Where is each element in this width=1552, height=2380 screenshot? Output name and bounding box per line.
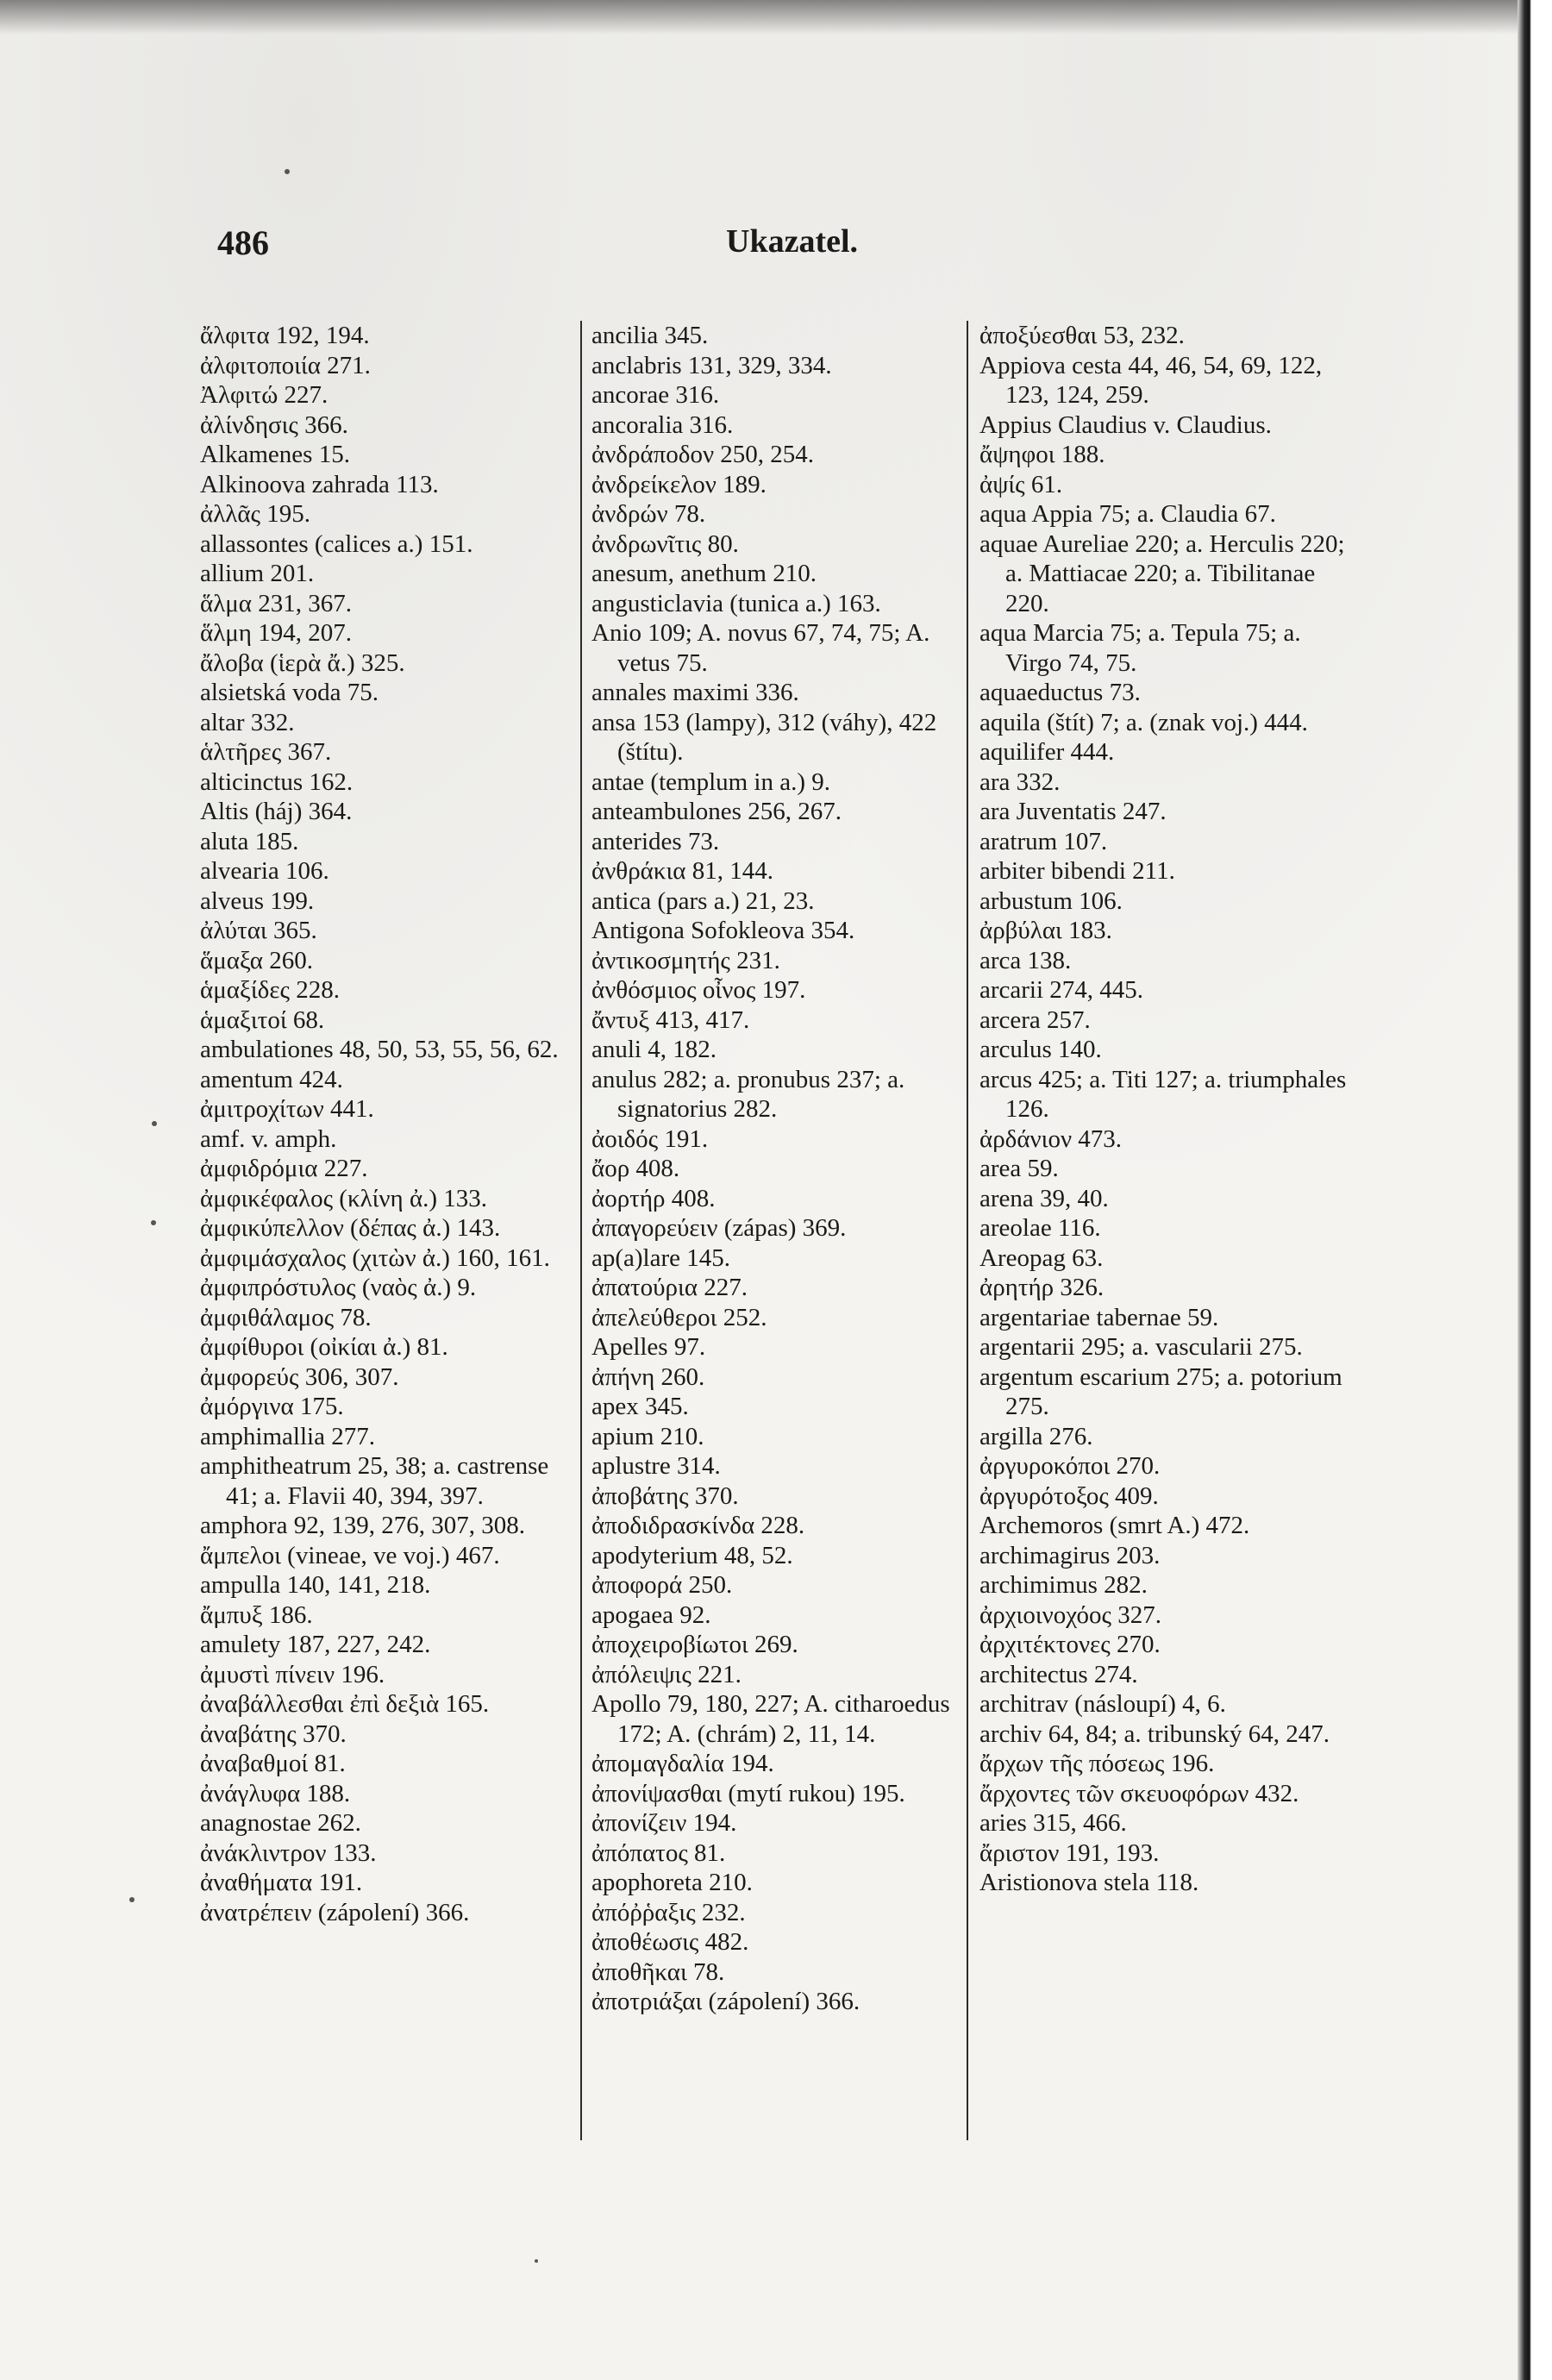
index-entry: ἀνάκλιντρον 133. [200,1838,377,1867]
index-entry: ἀναβάτης 370. [200,1719,347,1748]
index-entry: ἀνδρείκελον 189. [591,470,767,498]
index-entry: ἀνθράκια 81, 144. [591,857,773,885]
index-entry: ἄλφιτα 192, 194. [200,322,370,349]
index-entry: ara Juventatis 247. [979,798,1167,825]
index-entry: anclabris 131, 329, 334. [591,351,832,379]
index-entry: anteambulones 256, 267. [591,798,842,825]
index-entry: ἄντυξ 413, 417. [591,1005,750,1034]
index-entry: ἀμιτροχίτων 441. [200,1095,374,1123]
index-entry: ancorae 316. [591,381,720,409]
index-entry: ara 332. [979,767,1061,796]
index-entry: ἀναβαθμοί 81. [200,1750,346,1777]
index-entry: ἀρχιτέκτονες 270. [979,1631,1161,1658]
index-entry: argentarii 295; a. vascularii 275. [979,1333,1303,1361]
index-entry: Archemoros (smrt A.) 472. [979,1512,1250,1539]
index-entry: ἀρβύλαι 183. [979,917,1112,944]
index-entry: architrav (násloupí) 4, 6. [979,1690,1226,1718]
index-entry: Aristionova stela 118. [979,1869,1199,1896]
index-entry: aquilifer 444. [979,738,1115,766]
index-entry: ἀοιδός 191. [591,1124,709,1153]
index-entry: ἀντικοσμητής 231. [591,946,780,974]
index-entry: ἄορ 408. [591,1155,680,1182]
index-entry: allium 201. [200,560,315,587]
index-entry: ἄψηφοι 188. [979,441,1105,468]
index-entry: ἀπομαγδαλία 194. [591,1750,774,1777]
scan-top-shadow [0,0,1518,34]
index-entry: Appius Claudius v. Claudius. [979,410,1272,439]
page-edge [1518,0,1552,2380]
index-entry: ἀνάγλυφα 188. [200,1779,351,1807]
index-entry: ἅλμη 194, 207. [200,619,352,647]
index-entry: ἀπατούρια 227. [591,1274,748,1301]
index-entry: ἀρχιοινοχόος 327. [979,1600,1161,1629]
index-entry: ἄρχων τῆς πόσεως 196. [979,1750,1215,1777]
index-entry: argentum escarium 275; a. potorium 275. [979,1362,1342,1420]
index-entry: Apollo 79, 180, 227; A. citharoedus 172; A. (chrám) 2, 11, 14. [591,1690,950,1748]
index-entry: ἀμφιμάσχαλος (χιτὼν ἀ.) 160, 161. [200,1243,550,1272]
index-entry: ἀναθήματα 191. [200,1869,363,1896]
index-entry: ἀμφιθάλαμος 78. [200,1303,372,1331]
index-entry: ἀλλᾶς 195. [200,500,310,528]
index-entry: areolae 116. [979,1214,1101,1242]
index-entry: amphimallia 277. [200,1422,375,1450]
index-entry: ἀλίνδησις 366. [200,410,348,439]
index-entry: apodyterium 48, 52. [591,1541,793,1569]
index-entry: ἀμφικέφαλος (κλίνη ἀ.) 133. [200,1184,488,1212]
index-entry: ἀμφιδρόμια 227. [200,1155,368,1182]
index-entry: archimagirus 203. [979,1541,1161,1569]
index-columns [0,321,1518,2175]
index-entry: altar 332. [200,708,295,736]
index-entry: archiv 64, 84; a. tribunský 64, 247. [979,1719,1330,1748]
index-entry: apophoreta 210. [591,1869,753,1896]
index-entry: ansa 153 (lampy), 312 (váhy), 422 (štítu). [591,708,937,766]
index-entry: aplustre 314. [591,1452,721,1480]
index-entry: allassontes (calices a.) 151. [200,529,473,558]
index-entry: ἁλτῆρες 367. [200,738,332,766]
index-entry: antae (templum in a.) 9. [591,767,831,796]
index-entry: area 59. [979,1155,1059,1182]
index-entry: ἀποχειροβίωτοι 269. [591,1631,798,1658]
index-entry: arbiter bibendi 211. [979,857,1175,885]
index-entry: anuli 4, 182. [591,1036,717,1063]
index-entry: ἀνθόσμιος οἶνος 197. [591,976,806,1004]
running-head: Ukazatel. [726,223,859,260]
index-entry: ancoralia 316. [591,410,734,439]
index-entry: antica (pars a.) 21, 23. [591,886,815,915]
index-entry: arbustum 106. [979,886,1123,915]
index-entry: argentariae tabernae 59. [979,1303,1219,1331]
index-entry: apium 210. [591,1422,704,1450]
index-entry: aratrum 107. [979,827,1108,855]
index-entry: ἄρχοντες τῶν σκευοφόρων 432. [979,1779,1299,1807]
page-number: 486 [217,223,269,262]
index-entry: ἄριστον 191, 193. [979,1838,1160,1867]
index-entry: ἀποβάτης 370. [591,1481,739,1510]
index-entry: aquila (štít) 7; a. (znak voj.) 444. [979,708,1308,736]
index-entry: arcus 425; a. Titi 127; a. triumphales 126. [979,1065,1347,1123]
index-entry: ἀποθῆκαι 78. [591,1957,725,1986]
index-entry: ἀλύται 365. [200,917,317,944]
index-entry: anesum, anethum 210. [591,560,817,587]
index-entry: alsietská voda 75. [200,679,379,706]
index-entry: ἀπόπατος 81. [591,1838,726,1867]
index-entry: argilla 276. [979,1422,1093,1450]
index-column-2 [591,321,957,2017]
index-entry: ἀποδιδρασκίνδα 228. [591,1512,805,1539]
index-entry: ἀρητήρ 326. [979,1274,1105,1301]
index-entry: apex 345. [591,1393,689,1420]
index-entry: ἀμφιπρόστυλος (ναὸς ἀ.) 9. [200,1274,477,1301]
index-entry: ἀψίς 61. [979,470,1063,498]
index-entry: ἄμπελοι (vineae, ve voj.) 467. [200,1541,500,1569]
index-entry: Alkamenes 15. [200,441,350,468]
index-entry: ἀλφιτοποιία 271. [200,351,371,379]
index-entry: Appiova cesta 44, 46, 54, 69, 122, 123, 124, 259. [979,351,1323,409]
index-entry: ἀνδρωνῖτις 80. [591,529,739,558]
index-entry: ἀποξύεσθαι 53, 232. [979,322,1185,349]
index-entry: ἀναβάλλεσθαι ἐπὶ δεξιὰ 165. [200,1690,490,1718]
index-entry: ἀποτριάξαι (zápolení) 366. [591,1988,860,2015]
index-entry: ἀπαγορεύειν (zápas) 369. [591,1214,847,1242]
index-entry: anagnostae 262. [200,1809,361,1837]
index-entry: amentum 424. [200,1065,343,1093]
index-entry: ἀργυρότοξος 409. [979,1481,1159,1510]
index-entry: anterides 73. [591,827,720,855]
index-entry: amphitheatrum 25, 38; a. castrense 41; a. Flavii 40, 394, 397. [200,1452,549,1510]
index-entry: alticinctus 162. [200,767,354,796]
index-entry: ἄλοβα (ἱερὰ ἄ.) 325. [200,648,405,677]
index-entry: archimimus 282. [979,1571,1148,1599]
index-entry: ἀργυροκόποι 270. [979,1452,1161,1480]
index-entry: arena 39, 40. [979,1184,1109,1212]
index-entry: ἀπόῤῥαξις 232. [591,1898,746,1926]
index-entry: alveus 199. [200,886,315,915]
index-entry: ἀποφορά 250. [591,1571,733,1599]
index-column-1 [200,321,573,1927]
index-entry: aluta 185. [200,827,299,855]
index-entry: arcarii 274, 445. [979,976,1144,1004]
index-entry: Ἀλφιτώ 227. [200,381,329,409]
index-entry: architectus 274. [979,1660,1138,1688]
index-entry: ἁμαξιτοί 68. [200,1005,325,1034]
index-entry: aqua Marcia 75; a. Tepula 75; a. Virgo 74, 75. [979,619,1301,677]
index-entry: arca 138. [979,946,1072,974]
index-entry: aquae Aureliae 220; a. Herculis 220; a. Mattiacae 220; a. Tibilitanae 220. [979,529,1345,617]
index-entry: ἀποθέωσις 482. [591,1928,749,1956]
index-entry: ἀνδράποδον 250, 254. [591,441,815,468]
index-entry: ἀπόλειψις 221. [591,1660,742,1688]
index-entry: ἀπονίψασθαι (mytí rukou) 195. [591,1779,905,1807]
index-entry: ap(a)lare 145. [591,1243,731,1272]
index-entry: ἀμφορεύς 306, 307. [200,1362,399,1391]
scan-speck [285,169,290,174]
page-header [217,222,1338,266]
index-entry: Apelles 97. [591,1333,706,1361]
index-entry: Areopag 63. [979,1243,1104,1272]
index-entry: ancilia 345. [591,322,709,349]
index-entry: ἀνδρών 78. [591,500,706,528]
index-entry: ἀμόργινα 175. [200,1393,344,1420]
index-entry: ampulla 140, 141, 218. [200,1571,431,1599]
index-entry: arcera 257. [979,1005,1091,1034]
index-entry: aqua Appia 75; a. Claudia 67. [979,500,1276,528]
index-entry: ἅλμα 231, 367. [200,589,352,617]
scan-speck [535,2259,538,2263]
index-column-3 [979,321,1352,1898]
index-entry: amf. v. amph. [200,1124,337,1153]
index-entry: Altis (háj) 364. [200,798,353,825]
index-entry: amulety 187, 227, 242. [200,1631,431,1658]
index-entry: apogaea 92. [591,1600,711,1629]
index-entry: ἀρδάνιον 473. [979,1124,1123,1153]
index-entry: ἀμφικύπελλον (δέπας ἀ.) 143. [200,1214,501,1242]
index-entry: Alkinoova zahrada 113. [200,470,439,498]
index-entry: angusticlavia (tunica a.) 163. [591,589,881,617]
index-entry: ἀπήνη 260. [591,1362,705,1391]
index-entry: alvearia 106. [200,857,329,885]
index-entry: annales maximi 336. [591,679,799,706]
index-entry: aries 315, 466. [979,1809,1127,1837]
index-entry: amphora 92, 139, 276, 307, 308. [200,1512,525,1539]
index-entry: ἀπονίζειν 194. [591,1809,737,1837]
index-entry: anulus 282; a. pronubus 237; a. signatorius 282. [591,1065,905,1123]
index-entry: ἀπελεύθεροι 252. [591,1303,767,1331]
index-entry: Antigona Sofokleova 354. [591,917,855,944]
index-entry: Anio 109; A. novus 67, 74, 75; A. vetus 75. [591,619,930,677]
index-entry: ἄμπυξ 186. [200,1600,313,1629]
index-entry: ἁμαξίδες 228. [200,976,340,1004]
index-entry: ἀνατρέπειν (zápolení) 366. [200,1898,470,1926]
index-entry: aquaeductus 73. [979,679,1141,706]
index-entry: ἀμφίθυροι (οἰκίαι ἀ.) 81. [200,1333,448,1361]
index-entry: ἀμυστὶ πίνειν 196. [200,1660,385,1688]
index-entry: ἅμαξα 260. [200,946,313,974]
index-entry: ἀορτήρ 408. [591,1184,716,1212]
index-entry: arculus 140. [979,1036,1102,1063]
index-entry: ambulationes 48, 50, 53, 55, 56, 62. [200,1036,559,1063]
